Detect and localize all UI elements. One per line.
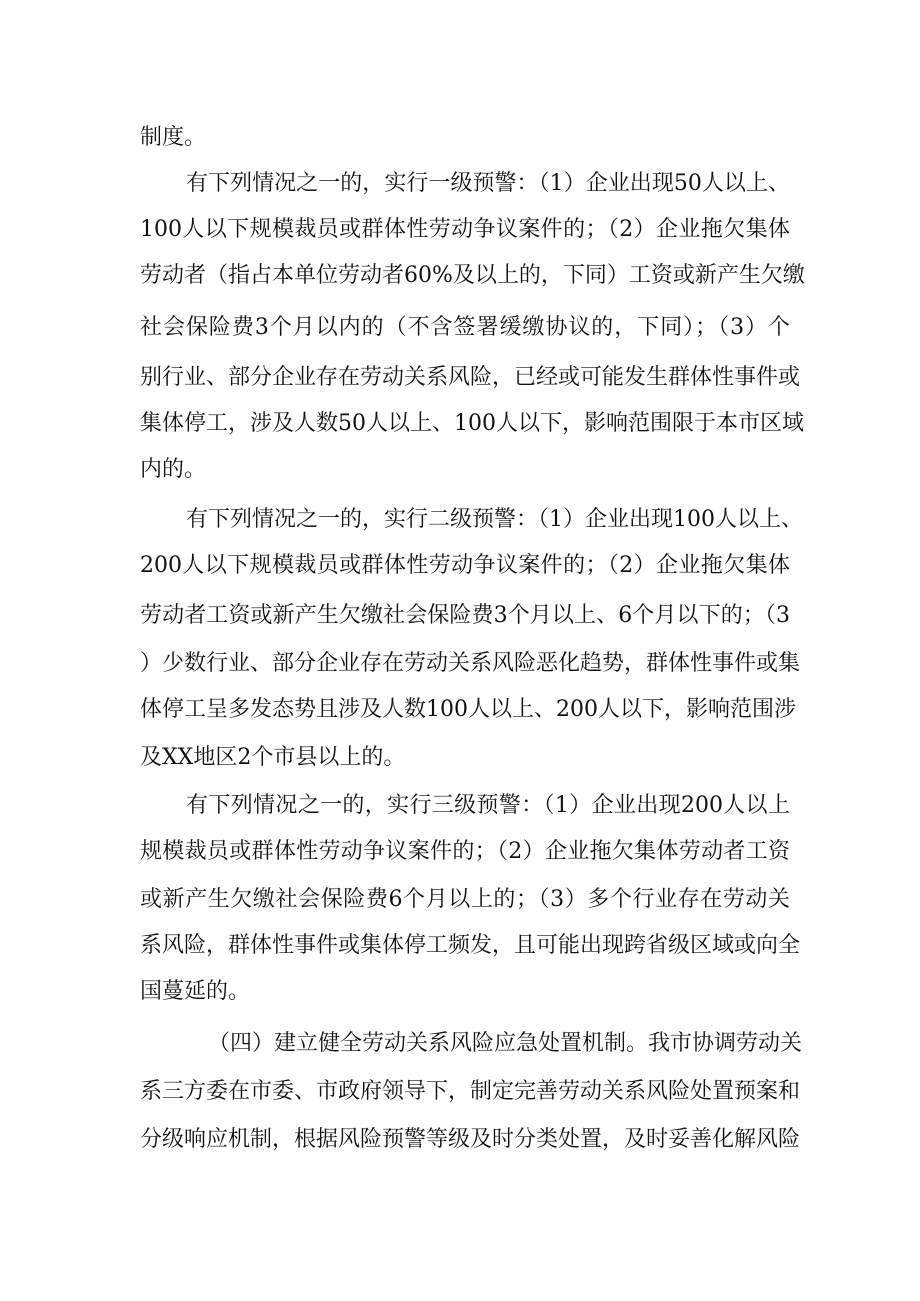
paragraph-first-line: 有下列情况之一的，实行一级预警：（1）企业出现50人以上、: [186, 171, 790, 196]
paragraph-first-line: 有下列情况之一的，实行二级预警：（1）企业出现100人以上、: [186, 507, 803, 532]
text-line: 系风险，群体性事件或集体停工频发，且可能出现跨省级区域或向全: [140, 933, 801, 958]
text-line: 内的。: [140, 457, 207, 482]
text-line: 制度。: [140, 125, 207, 150]
text-line: 规模裁员或群体性劳动争议案件的；（2）企业拖欠集体劳动者工资: [140, 839, 790, 864]
text-line: 系三方委在市委、市政府领导下，制定完善劳动关系风险处置预案和: [140, 1079, 801, 1104]
text-line: 社会保险费3个月以内的（不含签署缓缴协议的，下同）；（3）个: [140, 315, 790, 340]
text-line: 200人以下规模裁员或群体性劳动争议案件的；（2）企业拖欠集体: [140, 553, 790, 578]
text-line: ）少数行业、部分企业存在劳动关系风险恶化趋势，群体性事件或集: [140, 651, 801, 676]
text-line: 或新产生欠缴社会保险费6个月以上的；（3）多个行业存在劳动关: [140, 887, 790, 912]
text-line: 分级响应机制，根据风险预警等级及时分类处置，及时妥善化解风险: [140, 1127, 801, 1152]
section-heading-line: （四）建立健全劳动关系风险应急处置机制。我市协调劳动关: [208, 1031, 803, 1056]
text-line: 及XX地区2个市县以上的。: [140, 745, 406, 770]
text-line: 别行业、部分企业存在劳动关系风险，已经或可能发生群体性事件或: [140, 365, 801, 390]
text-line: 体停工呈多发态势且涉及人数100人以上、200人以下，影响范围涉: [140, 697, 796, 722]
text-line: 国蔓延的。: [140, 979, 251, 1004]
text-line: 集体停工，涉及人数50人以上、100人以下，影响范围限于本市区域: [140, 411, 804, 436]
text-line: 100人以下规模裁员或群体性劳动争议案件的；（2）企业拖欠集体: [140, 217, 790, 242]
text-line: 劳动者工资或新产生欠缴社会保险费3个月以上、6个月以下的；（3: [140, 603, 790, 628]
paragraph-first-line: 有下列情况之一的，实行三级预警：（1）企业出现200人以上: [186, 793, 790, 818]
text-line: 劳动者（指占本单位劳动者60%及以上的，下同）工资或新产生欠缴: [140, 263, 805, 288]
